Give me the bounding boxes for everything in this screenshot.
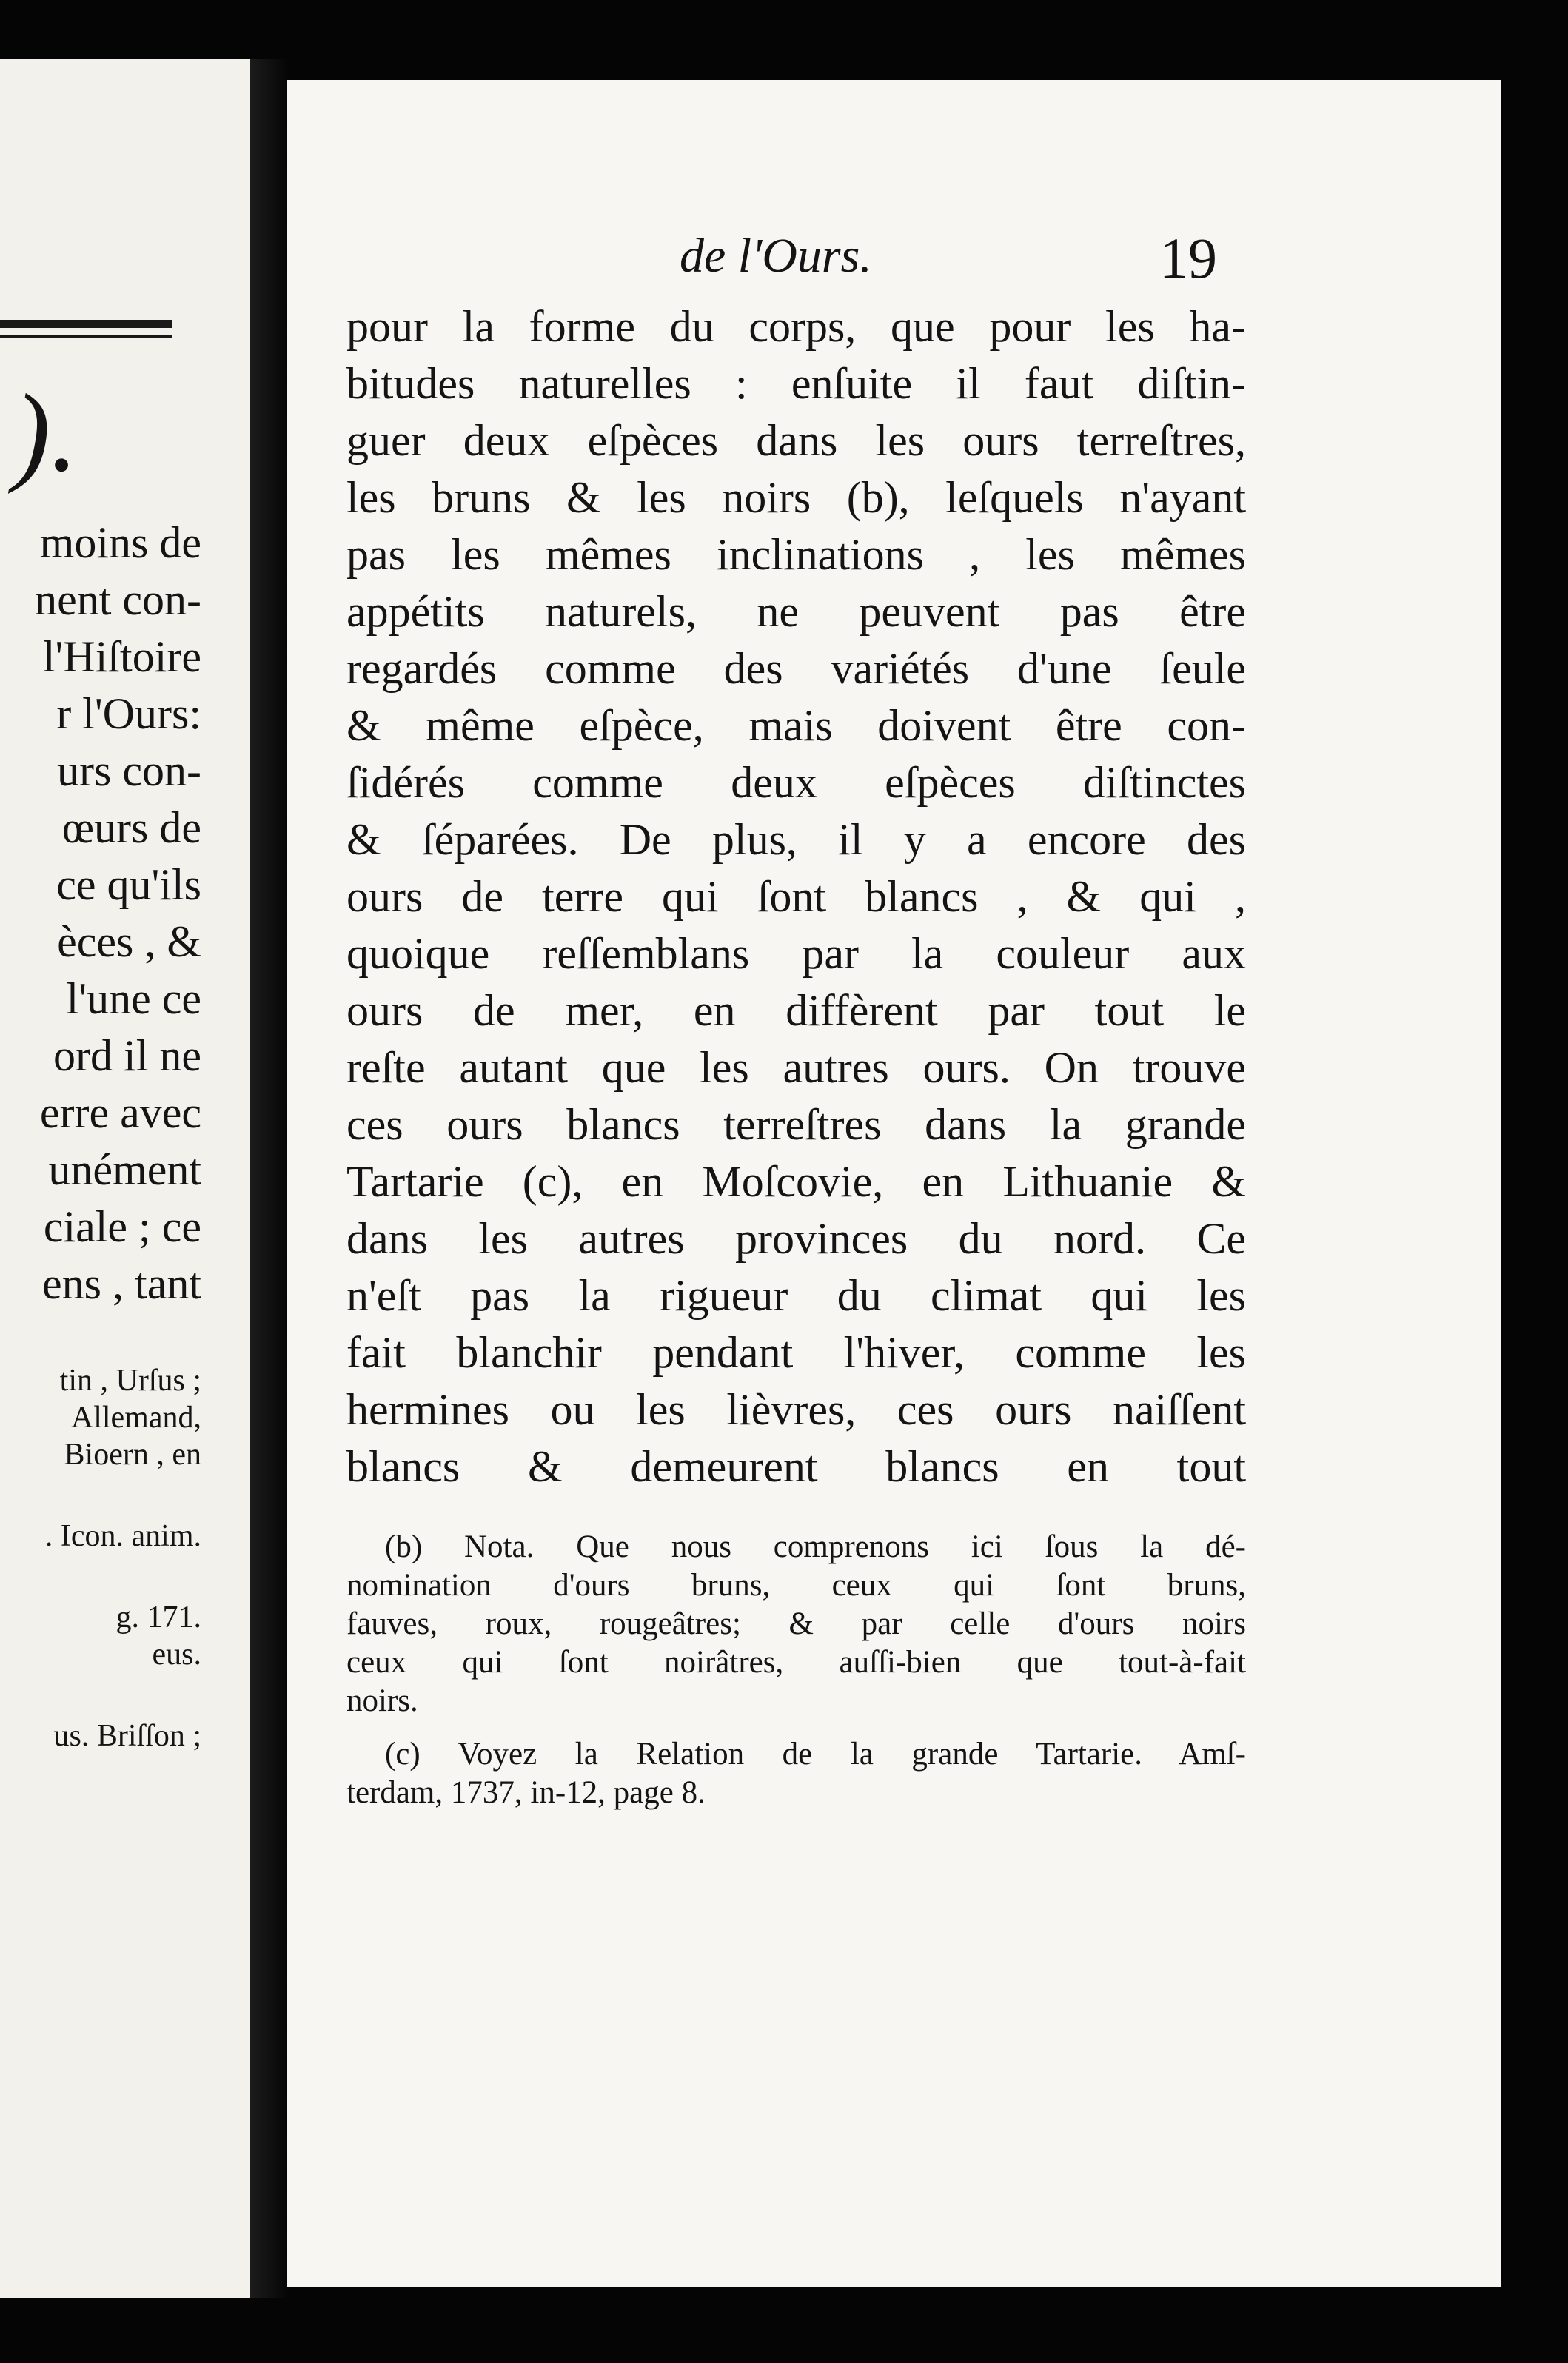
left-note: g. 171. <box>115 1601 201 1635</box>
footnote-b-line: fauves, roux, rougeâtres; & par celle d'ours noirs <box>346 1606 1246 1641</box>
left-page-rule-thin <box>0 335 172 338</box>
left-line: ce qu'ils <box>56 860 201 909</box>
left-note-gap <box>45 1555 201 1599</box>
body-line: n'eſt pas la rigueur du climat qui les <box>346 1271 1246 1320</box>
left-line: ciale ; ce <box>43 1202 201 1251</box>
left-line: ens , tant <box>42 1259 201 1308</box>
body-line: quoique reſſemblans par la couleur aux <box>346 929 1246 978</box>
left-note-gap <box>45 1473 201 1518</box>
left-note: Allemand, <box>70 1401 201 1435</box>
body-line: guer deux eſpèces dans les ours terreſtres, <box>346 416 1246 465</box>
left-line: moins de <box>39 518 201 567</box>
body-line: pour la forme du corps, que pour les ha- <box>346 302 1246 351</box>
footnote-b-line: noirs. <box>346 1683 418 1718</box>
left-note: Bioern , en <box>64 1438 201 1472</box>
body-line: fait blanchir pendant l'hiver, comme les <box>346 1328 1246 1377</box>
body-line: les bruns & les noirs (b), leſquels n'ayant <box>346 473 1246 522</box>
footnote-b-line: ceux qui ſont noirâtres, auſſi-bien que tout-à-fait <box>346 1645 1246 1680</box>
running-head: de l'Ours. <box>680 229 872 283</box>
body-line: & ſéparées. De plus, il y a encore des <box>346 815 1246 864</box>
body-line: & même eſpèce, mais doivent être con- <box>346 701 1246 750</box>
footnote-c-line: (c) Voyez la Relation de la grande Tartarie. Amſ- <box>385 1737 1246 1772</box>
left-note: us. Briſſon ; <box>53 1719 201 1753</box>
left-line: œurs de <box>61 803 201 852</box>
body-line: dans les autres provinces du nord. Ce <box>346 1214 1246 1263</box>
left-page <box>0 59 250 2298</box>
body-line: ſidérés comme deux eſpèces diſtinctes <box>346 758 1246 807</box>
left-note: eus. <box>152 1638 201 1672</box>
left-note-gap <box>45 1673 201 1717</box>
body-line: Tartarie (c), en Moſcovie, en Lithuanie & <box>346 1157 1246 1206</box>
body-line: regardés comme des variétés d'une ſeule <box>346 644 1246 693</box>
body-line: ours de terre qui ſont blancs , & qui , <box>346 872 1246 921</box>
right-page <box>287 80 1501 2287</box>
body-line: pas les mêmes inclinations , les mêmes <box>346 530 1246 579</box>
left-line: erre avec <box>39 1088 201 1137</box>
footnote-gap <box>346 1720 1246 1735</box>
left-line: unément <box>48 1145 201 1194</box>
left-line: urs con- <box>57 746 201 795</box>
footnote-c-line: terdam, 1737, in-12, page 8. <box>346 1775 706 1810</box>
body-line: ours de mer, en diffèrent par tout le <box>346 986 1246 1035</box>
footnotes <box>346 1528 1246 1812</box>
body-line: appétits naturels, ne peuvent pas être <box>346 587 1246 636</box>
body-line: reſte autant que les autres ours. On trouve <box>346 1043 1246 1092</box>
left-line: l'une ce <box>66 974 201 1023</box>
body-line: bitudes naturelles : enſuite il faut diſtin- <box>346 359 1246 408</box>
left-page-rule <box>0 320 172 328</box>
left-line: l'Hiſtoire <box>42 632 201 681</box>
left-line: ord il ne <box>53 1031 201 1080</box>
footnote-b-line: nomination d'ours bruns, ceux qui ſont bruns, <box>346 1568 1246 1603</box>
left-page-heading-fragment: ). <box>13 372 78 495</box>
left-line: r l'Ours: <box>56 689 201 738</box>
body-line: ces ours blancs terreſtres dans la grande <box>346 1100 1246 1149</box>
footnote-b-line: (b) Nota. Que nous comprenons ici ſous la dé- <box>385 1529 1246 1564</box>
left-note: . Icon. anim. <box>44 1519 201 1553</box>
page-number: 19 <box>1159 226 1217 290</box>
left-page-notes <box>45 1362 201 1754</box>
body-line: blancs & demeurent blancs en tout <box>346 1442 1246 1491</box>
left-page-text <box>35 515 201 1313</box>
left-line: nent con- <box>35 575 201 624</box>
left-note: tin , Urſus ; <box>59 1364 201 1398</box>
book-gutter <box>250 59 287 2298</box>
body-line: hermines ou les lièvres, ces ours naiſſent <box>346 1385 1246 1434</box>
left-line: èces , & <box>57 917 201 966</box>
body-text <box>346 298 1246 1495</box>
